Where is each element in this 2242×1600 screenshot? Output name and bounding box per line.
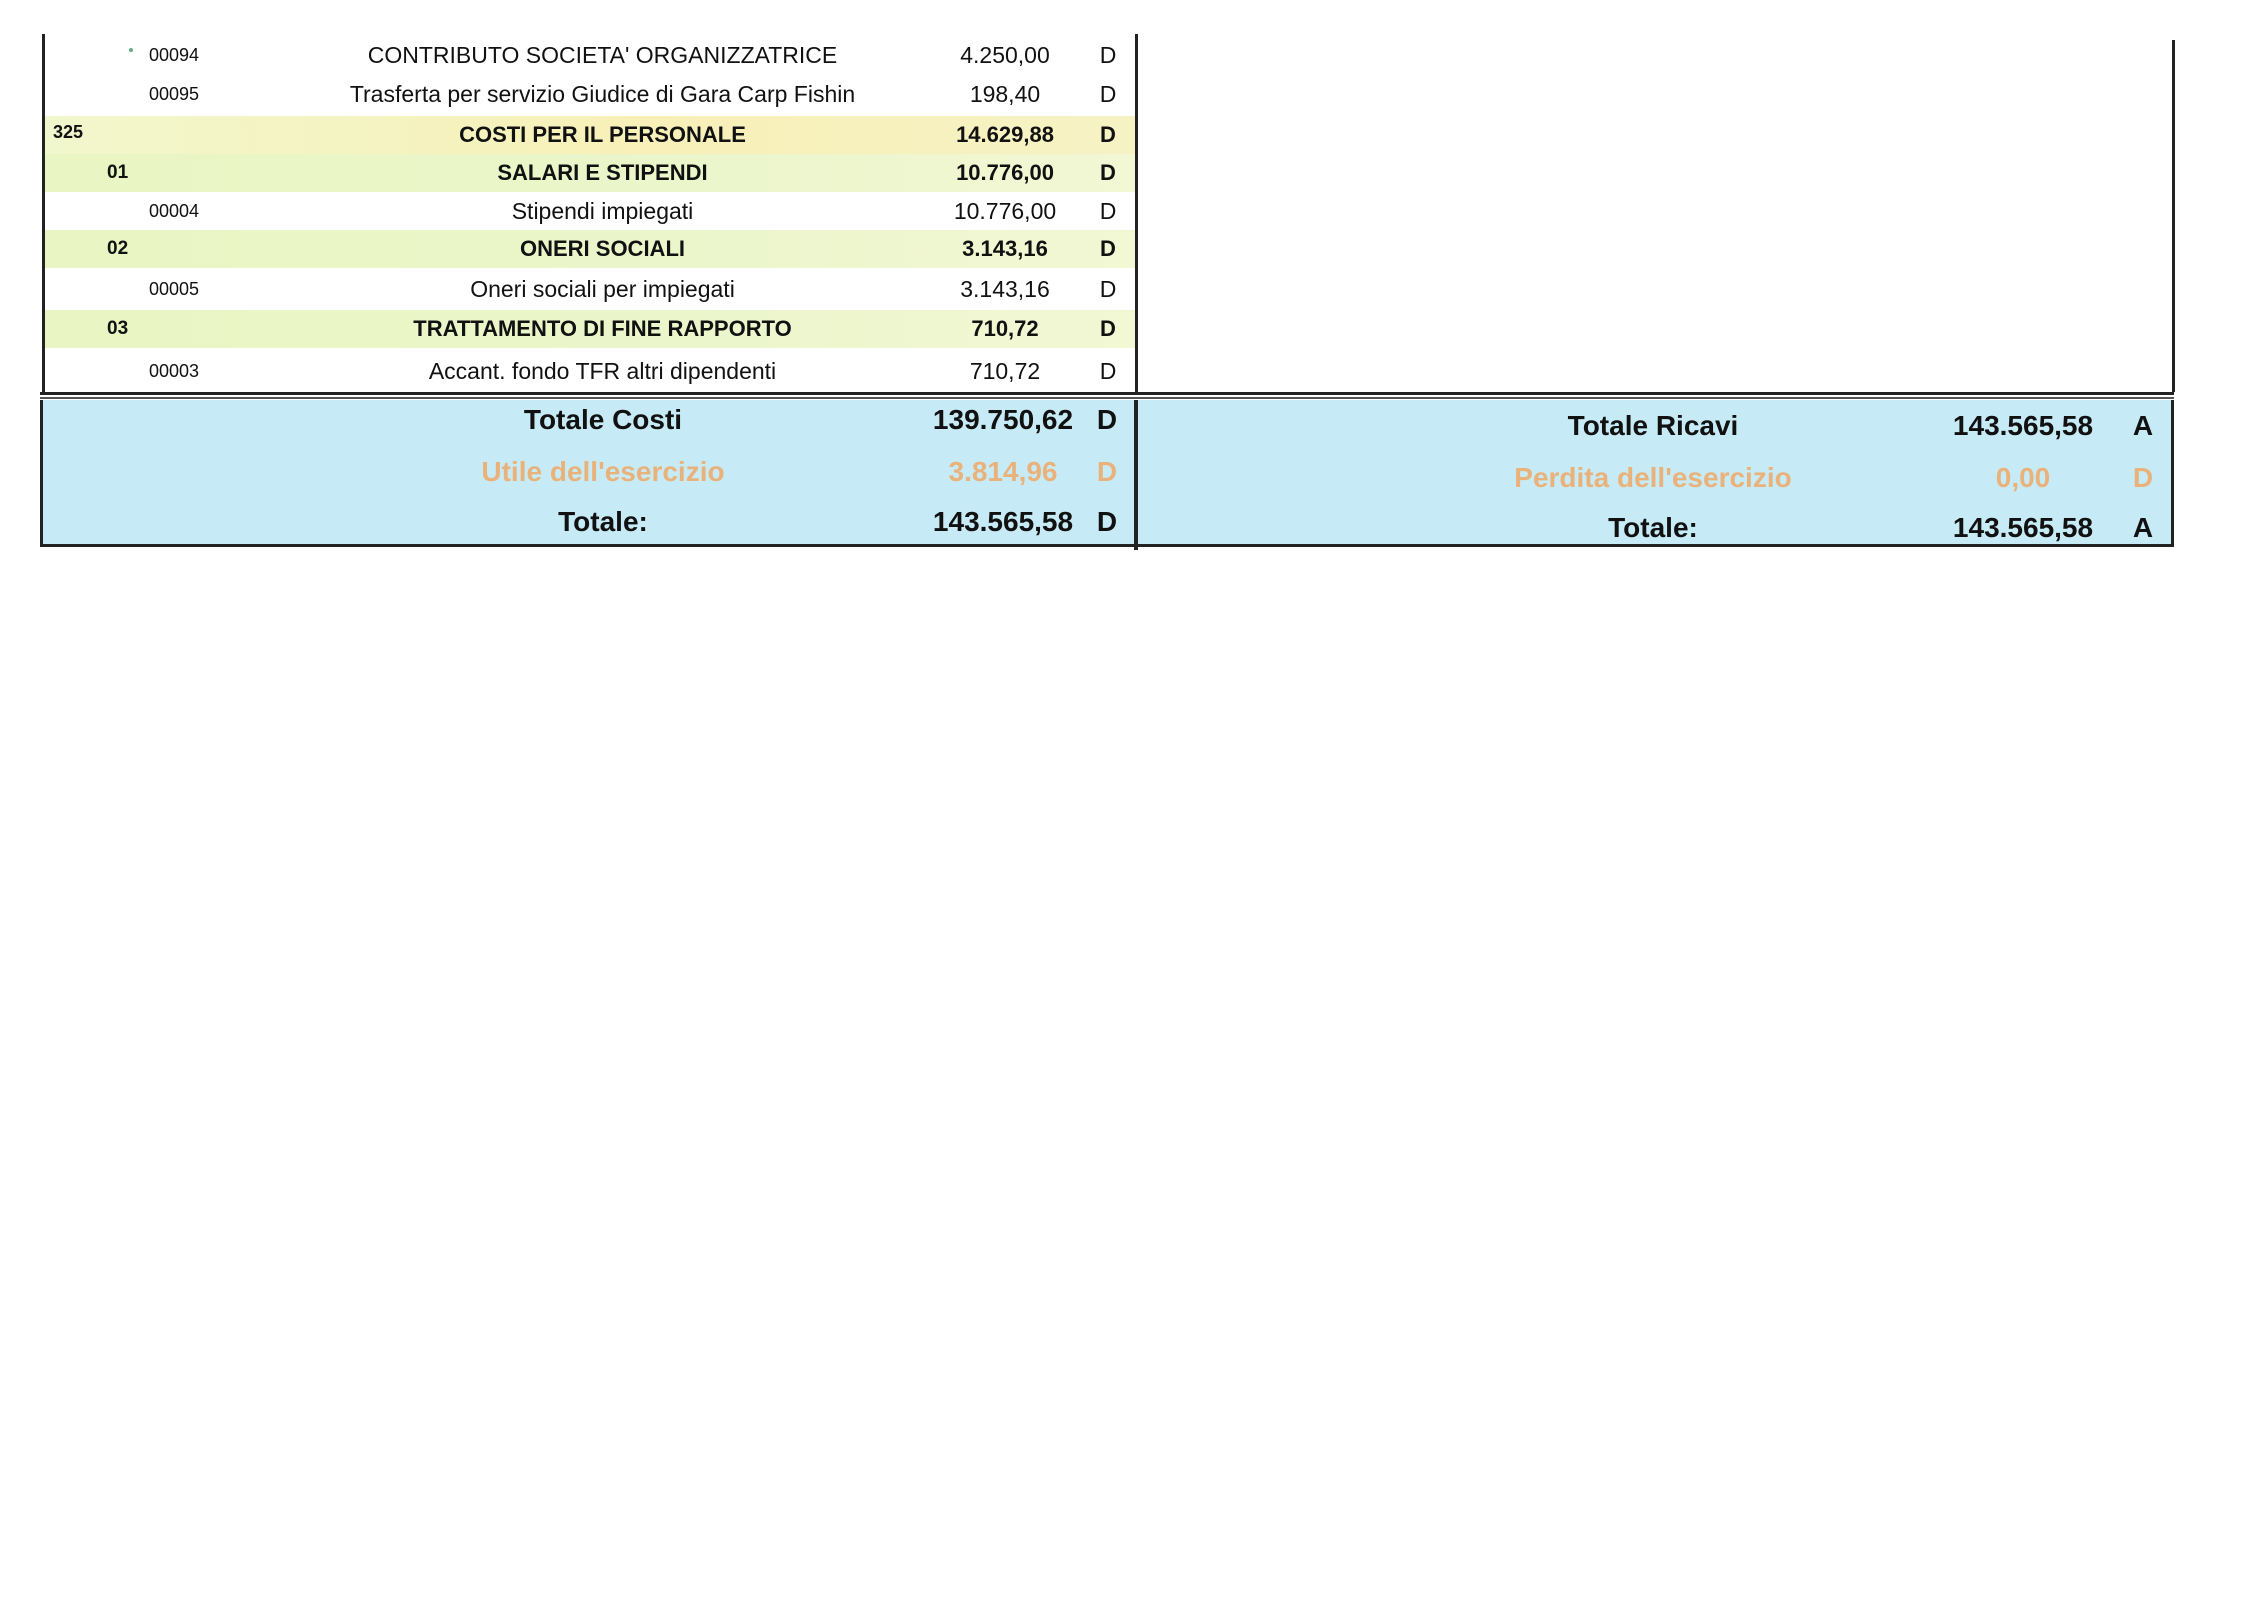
grand-total-costs-label: Totale: (558, 506, 648, 537)
table-row-subgroup (45, 310, 1135, 348)
grand-total-costs-sign: D (1096, 506, 1118, 537)
account-description: Oneri sociali per impiegati (470, 276, 735, 302)
group-amount: 14.629,88 (956, 122, 1054, 147)
table-row (45, 36, 1135, 74)
divider (40, 392, 2174, 395)
account-amount: 3.143,16 (960, 276, 1050, 302)
subgroup-amount: 10.776,00 (956, 160, 1054, 185)
subgroup-description: ONERI SOCIALI (519, 236, 685, 261)
account-description: Stipendi impiegati (511, 198, 694, 224)
total-revenues-sign: A (2132, 410, 2154, 441)
account-description: Accant. fondo TFR altri dipendenti (428, 358, 777, 384)
revenues-detail-table (1132, 40, 2175, 392)
loss-sign: D (2132, 462, 2154, 493)
subgroup-amount: 3.143,16 (962, 236, 1048, 261)
subgroup-amount: 710,72 (971, 316, 1039, 341)
account-sign: D (1099, 276, 1117, 302)
account-code: 00005 (149, 279, 200, 299)
total-revenues-label: Totale Ricavi (1567, 410, 1739, 441)
account-amount: 4.250,00 (960, 42, 1050, 68)
total-costs-sign: D (1096, 404, 1118, 435)
group-sign: D (1100, 122, 1116, 147)
total-costs-amount: 139.750,62 (932, 404, 1074, 435)
account-amount: 198,40 (969, 81, 1041, 107)
subgroup-description: TRATTAMENTO DI FINE RAPPORTO (413, 316, 792, 341)
column-divider (1134, 400, 1138, 550)
grand-total-costs-amount: 143.565,58 (932, 506, 1074, 537)
account-amount: 710,72 (969, 358, 1041, 384)
account-sign: D (1099, 42, 1117, 68)
table-row-subgroup (45, 154, 1135, 192)
total-costs-label: Totale Costi (523, 404, 683, 435)
loss-amount: 0,00 (1995, 462, 2051, 493)
subgroup-code: 01 (107, 162, 129, 183)
profit-sign: D (1096, 456, 1118, 487)
table-row-group (45, 116, 1135, 154)
subgroup-code: 03 (107, 318, 129, 339)
account-description: Trasferta per servizio Giudice di Gara Carp Fishin (349, 81, 856, 107)
table-row (45, 192, 1135, 230)
table-row (45, 352, 1135, 390)
account-sign: D (1099, 358, 1117, 384)
subgroup-description: SALARI E STIPENDI (497, 160, 708, 185)
account-sign: D (1099, 81, 1117, 107)
account-code: 00095 (149, 84, 200, 104)
table-row-subgroup (45, 230, 1135, 268)
account-code: 00003 (149, 361, 200, 381)
subgroup-sign: D (1100, 236, 1116, 261)
table-row (45, 270, 1135, 308)
group-description: COSTI PER IL PERSONALE (459, 122, 746, 147)
costs-detail-table (42, 34, 1138, 392)
account-code: 00004 (149, 201, 200, 221)
totals-band (40, 400, 2174, 547)
account-description: CONTRIBUTO SOCIETA' ORGANIZZATRICE (367, 42, 838, 68)
account-amount: 10.776,00 (953, 198, 1057, 224)
account-sign: D (1099, 198, 1117, 224)
grand-total-revenues-amount: 143.565,58 (1952, 512, 2094, 543)
grand-total-revenues-sign: A (2132, 512, 2154, 543)
profit-amount: 3.814,96 (948, 456, 1058, 487)
grand-total-revenues-label: Totale: (1608, 512, 1698, 543)
table-row (45, 75, 1135, 113)
account-code: 00094 (149, 45, 200, 65)
loss-label: Perdita dell'esercizio (1514, 462, 1792, 493)
group-code: 325 (53, 122, 84, 142)
subgroup-code: 02 (107, 238, 129, 259)
profit-label: Utile dell'esercizio (481, 456, 725, 487)
subgroup-sign: D (1100, 160, 1116, 185)
subgroup-sign: D (1100, 316, 1116, 341)
divider (40, 397, 2174, 399)
total-revenues-amount: 143.565,58 (1952, 410, 2094, 441)
